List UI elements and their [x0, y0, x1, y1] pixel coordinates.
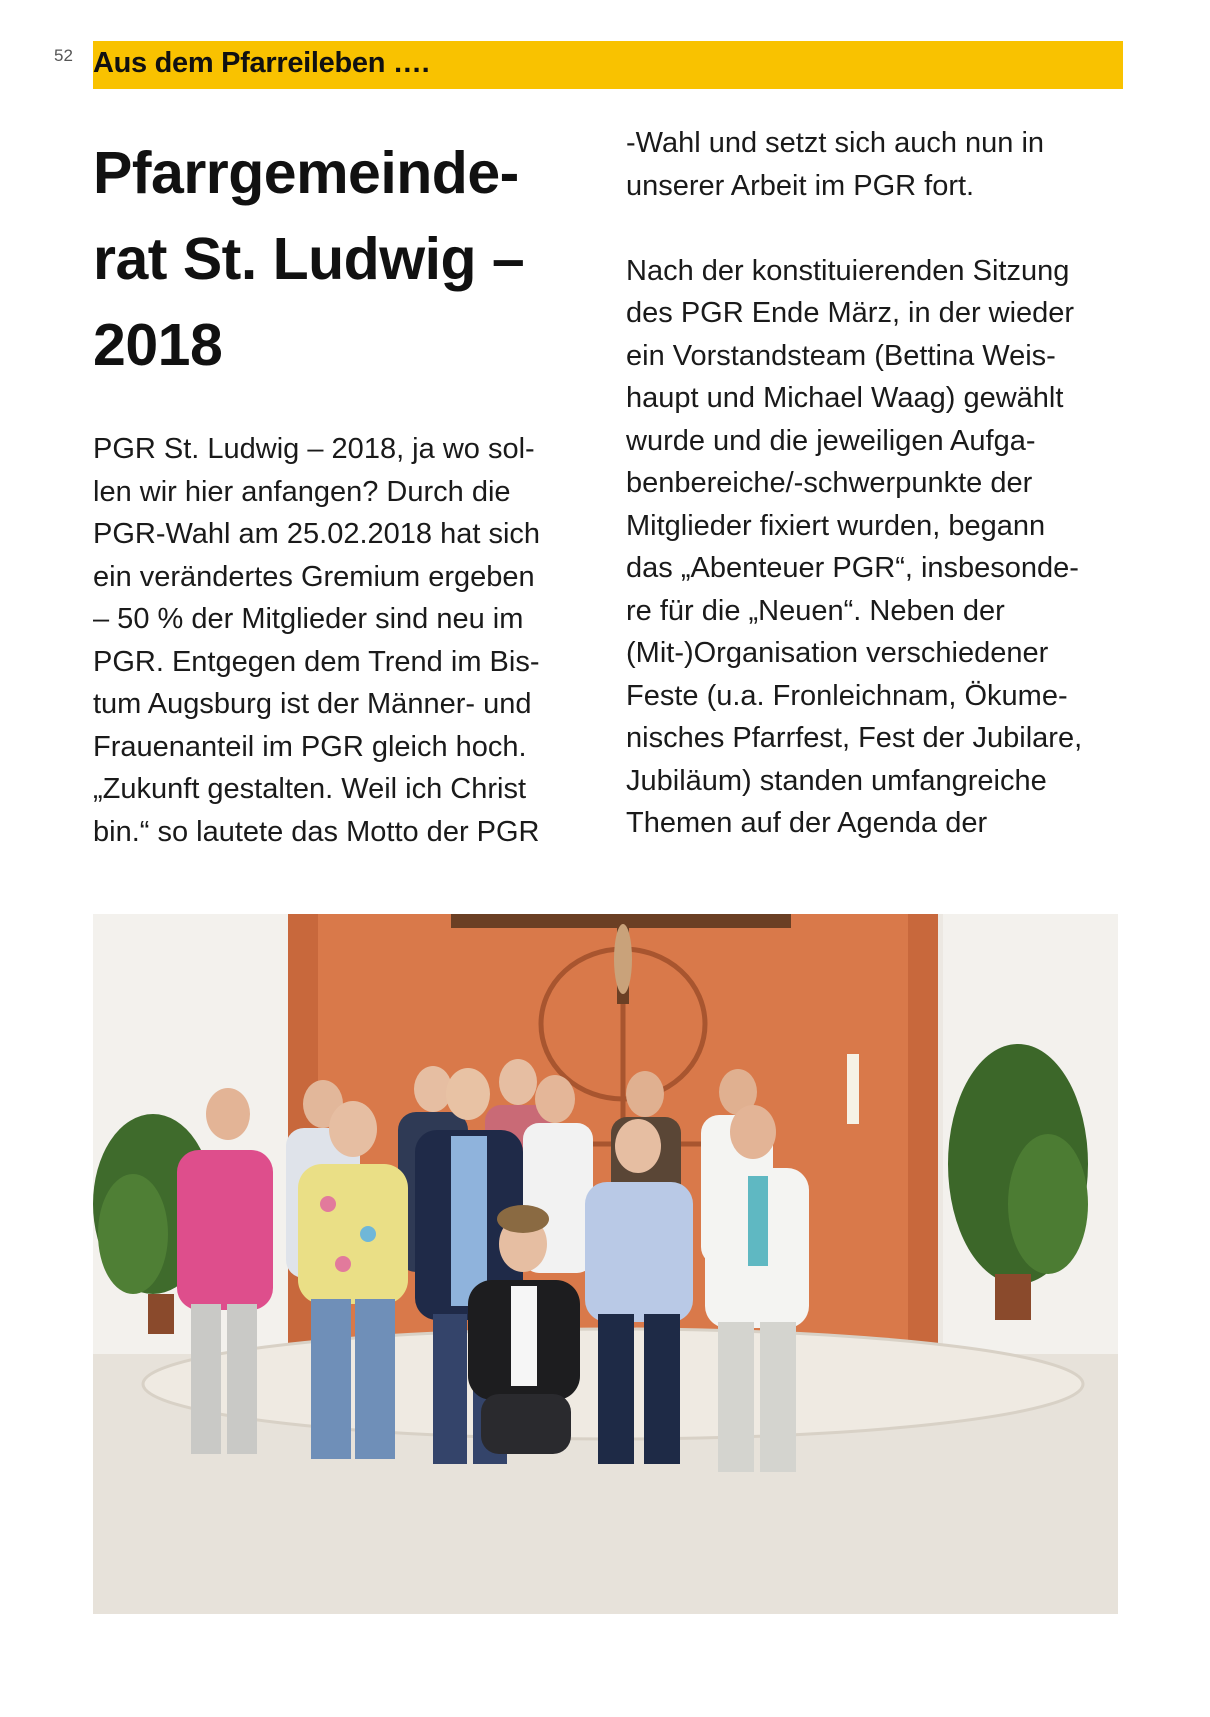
body-line: -Wahl und setzt sich auch nun in — [626, 127, 1045, 159]
body-line: das „Abenteuer PGR“, insbesonde- — [626, 552, 1079, 584]
group-photo — [93, 914, 1118, 1614]
section-header-bar — [93, 41, 1123, 89]
body-line: PGR St. Ludwig – 2018, ja wo sol- — [93, 433, 535, 465]
body-line: wurde und die jeweiligen Aufga- — [626, 424, 1036, 457]
body-line: bin.“ so lautete das Motto der PGR — [93, 815, 540, 848]
body-line: Feste (u.a. Fronleichnam, Ökume- — [626, 679, 1068, 712]
body-line: Frauenanteil im PGR gleich hoch. — [93, 730, 527, 763]
left-column — [93, 130, 593, 853]
body-line: haupt und Michael Waag) gewählt — [626, 382, 1064, 414]
article-title-line: Pfarrgemeinde- — [93, 140, 519, 206]
body-line: benbereiche/-schwerpunkte der — [626, 467, 1033, 499]
body-line: ein Vorstandsteam (Bettina Weis- — [626, 339, 1056, 372]
body-line: Nach der konstituierenden Sitzung — [626, 254, 1070, 287]
body-line: len wir hier anfangen? Durch die — [93, 475, 511, 508]
article-title — [93, 130, 593, 388]
body-line: Themen auf der Agenda der — [626, 807, 988, 839]
body-line: Mitglieder fixiert wurden, begann — [626, 509, 1046, 542]
right-column — [626, 122, 1126, 845]
body-text-right — [626, 122, 1126, 845]
body-line: des PGR Ende März, in der wieder — [626, 297, 1075, 329]
article-title-line: 2018 — [93, 312, 223, 378]
article-title-line: rat St. Ludwig – — [93, 226, 525, 292]
paragraph-gap — [626, 207, 1126, 250]
crucifix-figure — [614, 924, 632, 994]
candle — [847, 1054, 859, 1124]
body-line: PGR-Wahl am 25.02.2018 hat sich — [93, 518, 541, 550]
body-line: tum Augsburg ist der Männer- und — [93, 688, 532, 720]
page-number: 52 — [54, 46, 73, 65]
body-line: unserer Arbeit im PGR fort. — [626, 169, 975, 202]
body-line: nisches Pfarrfest, Fest der Jubilare, — [626, 722, 1083, 754]
section-header-title: Aus dem Pfarreileben …. — [93, 47, 430, 79]
body-line: re für die „Neuen“. Neben der — [626, 594, 1005, 627]
body-line: „Zukunft gestalten. Weil ich Christ — [93, 773, 527, 805]
body-line: (Mit-)Organisation verschiedener — [626, 637, 1049, 669]
body-line: Jubiläum) standen umfangreiche — [626, 764, 1047, 797]
body-line: ein verändertes Gremium ergeben — [93, 560, 535, 593]
body-text-left — [93, 428, 593, 853]
body-line: PGR. Entgegen dem Trend im Bis- — [93, 645, 540, 678]
group-photo-illustration — [93, 914, 1118, 1614]
body-line: – 50 % der Mitglieder sind neu im — [93, 603, 524, 635]
